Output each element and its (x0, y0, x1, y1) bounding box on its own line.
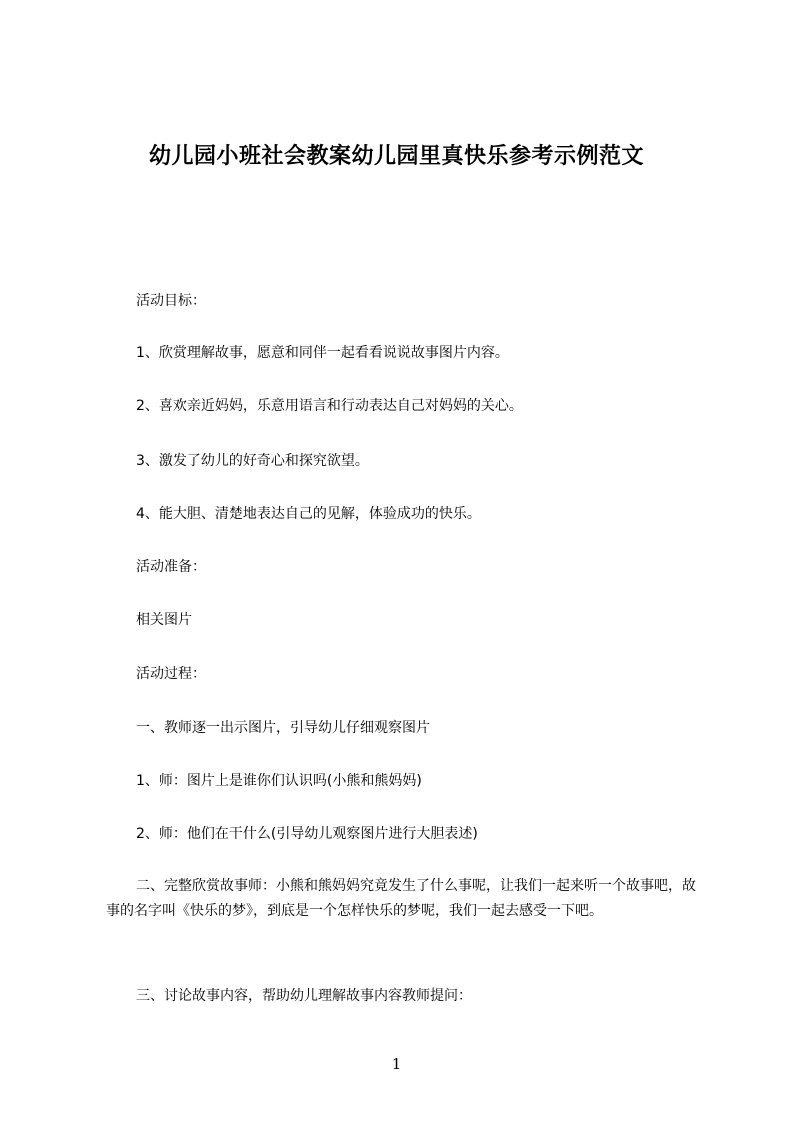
step1-heading: 一、教师逐一出示图片，引导幼儿仔细观察图片 (136, 720, 430, 736)
document-title: 幼儿园小班社会教案幼儿园里真快乐参考示例范文 (148, 144, 644, 169)
step2-paragraph: 二、完整欣赏故事师：小熊和熊妈妈究竟发生了什么事呢，让我们一起来听一个故事吧，故事的名字叫《快乐的梦》，到底是一个怎样快乐的梦呢，我们一起去感受一下吧。 (106, 878, 696, 919)
step1-item-2: 2、师：他们在干什么(引导幼儿观察图片进行大胆表述) (136, 826, 478, 842)
process-heading: 活动过程： (136, 666, 206, 682)
goal-item-1: 1、欣赏理解故事，愿意和同伴一起看看说说故事图片内容。 (136, 345, 509, 361)
step3-heading: 三、讨论故事内容，帮助幼儿理解故事内容教师提问： (136, 988, 472, 1004)
step1-item-1: 1、师：图片上是谁你们认识吗(小熊和熊妈妈) (136, 773, 422, 789)
prep-heading: 活动准备： (136, 559, 206, 575)
prep-item: 相关图片 (136, 612, 192, 628)
goal-item-4: 4、能大胆、清楚地表达自己的见解，体验成功的快乐。 (136, 506, 481, 522)
goal-item-3: 3、激发了幼儿的好奇心和探究欲望。 (136, 453, 369, 469)
goals-heading: 活动目标： (136, 293, 206, 309)
page-number: 1 (391, 1055, 402, 1073)
goal-item-2: 2、喜欢亲近妈妈，乐意用语言和行动表达自己对妈妈的关心。 (136, 398, 523, 414)
